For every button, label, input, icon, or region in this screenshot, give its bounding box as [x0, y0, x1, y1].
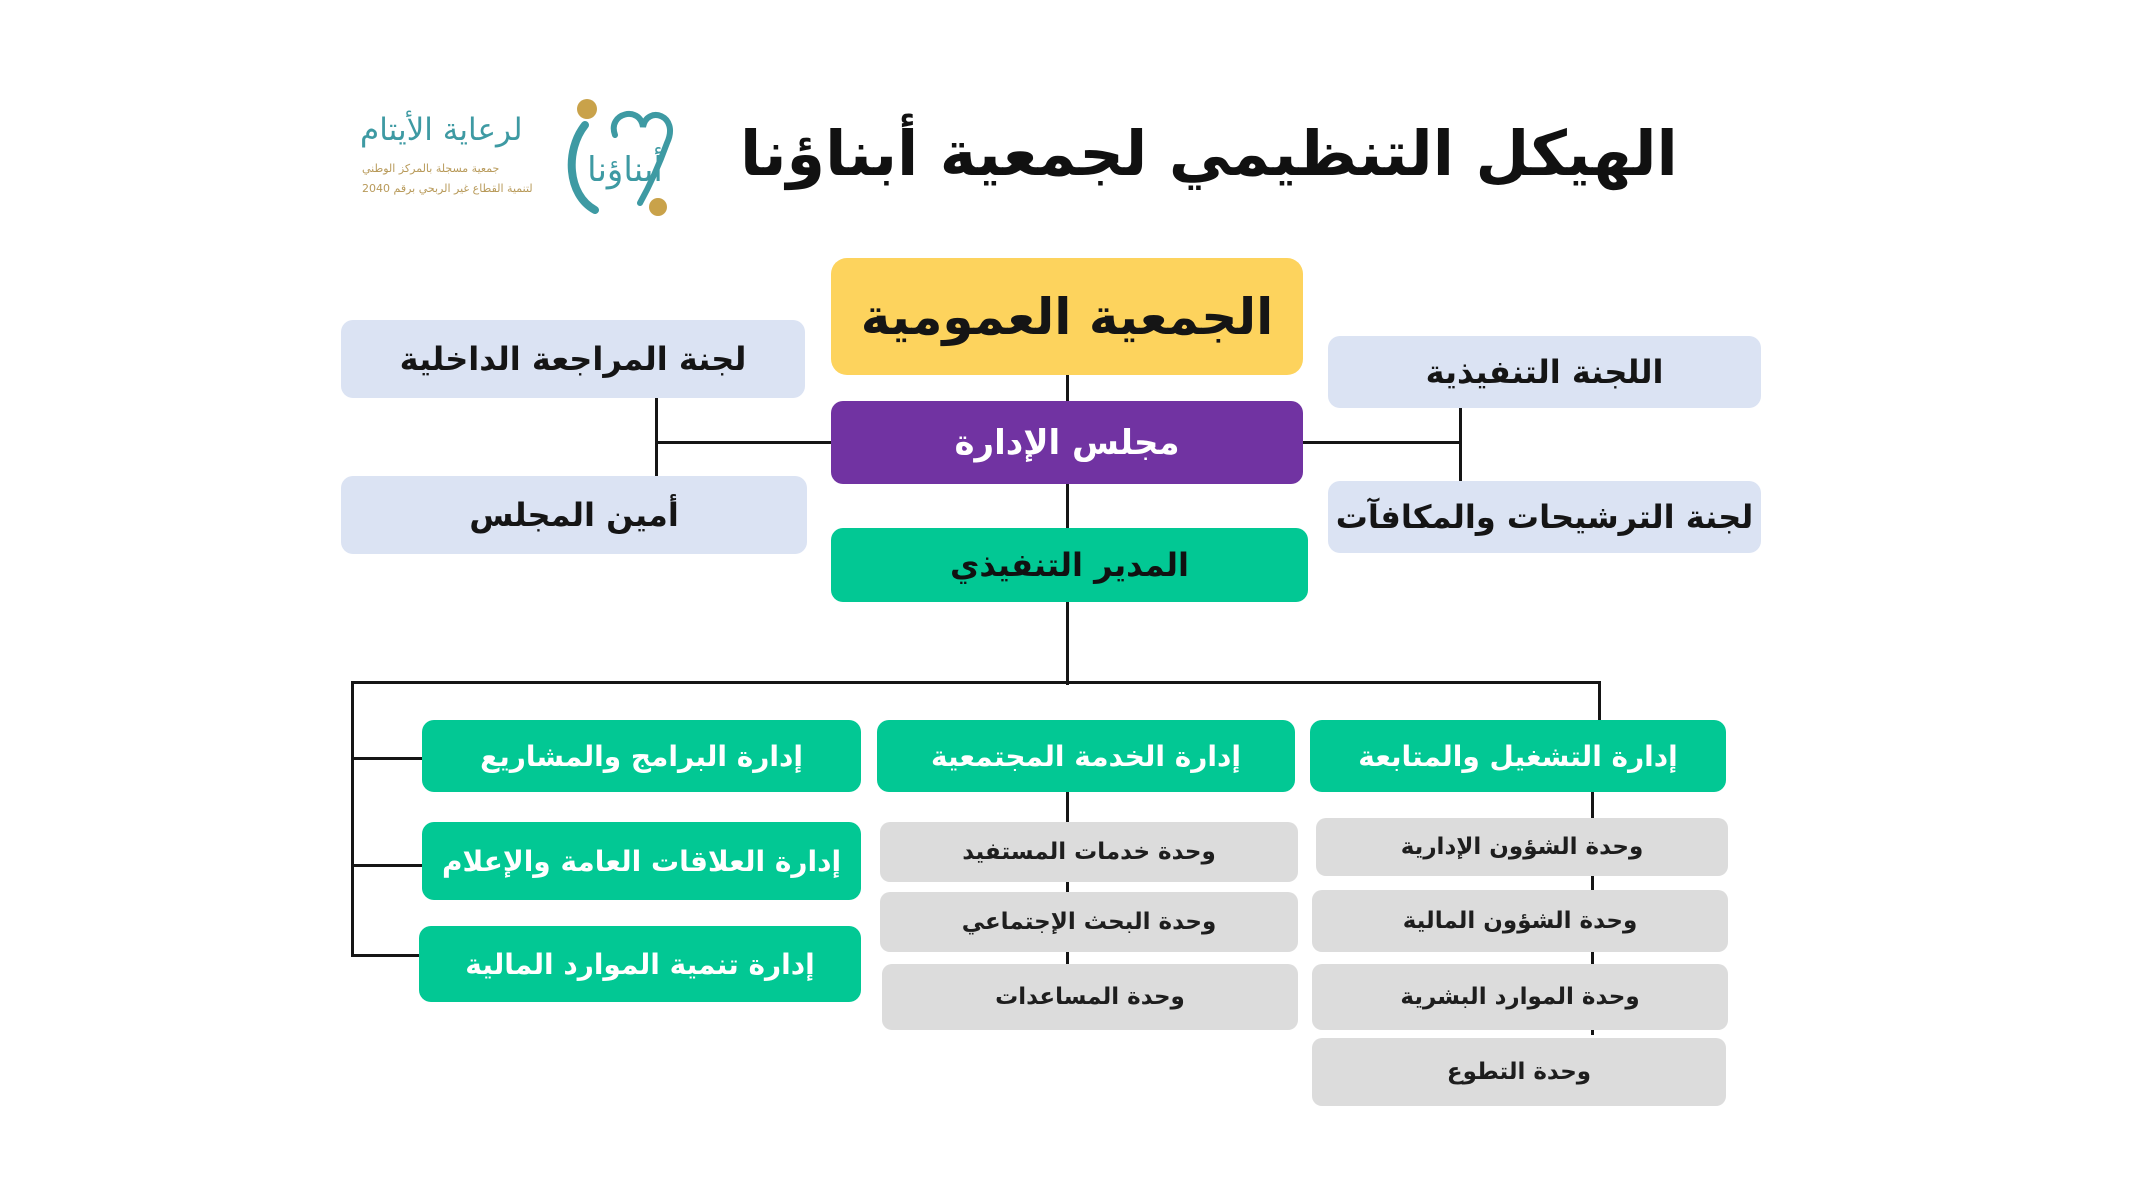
internal-audit-committee-box: لجنة المراجعة الداخلية [341, 320, 805, 398]
dept-programs-box: إدارة البرامج والمشاريع [422, 720, 861, 792]
dept-pr-media-box: إدارة العلاقات العامة والإعلام [422, 822, 861, 900]
dept-community-box: إدارة الخدمة المجتمعية [877, 720, 1295, 792]
unit-financial-affairs: وحدة الشؤون المالية [1312, 890, 1728, 952]
unit-assistance: وحدة المساعدات [882, 964, 1298, 1030]
unit-administrative-affairs: وحدة الشؤون الإدارية [1316, 818, 1728, 876]
unit-beneficiary-services: وحدة خدمات المستفيد [880, 822, 1298, 882]
unit-human-resources: وحدة الموارد البشرية [1312, 964, 1728, 1030]
executive-director-box: المدير التنفيذي [831, 528, 1308, 602]
general-assembly-box: الجمعية العمومية [831, 258, 1303, 375]
unit-volunteering: وحدة التطوع [1312, 1038, 1726, 1106]
executive-committee-box: اللجنة التنفيذية [1328, 336, 1761, 408]
dept-operations-box: إدارة التشغيل والمتابعة [1310, 720, 1726, 792]
logo-mark-text: أبناؤنا [587, 150, 663, 190]
dept-financial-resources-box: إدارة تنمية الموارد المالية [419, 926, 861, 1002]
logo-tagline-1: جمعية مسجلة بالمركز الوطني [362, 161, 500, 175]
nominations-committee-box: لجنة الترشيحات والمكافآت [1328, 481, 1761, 553]
board-box: مجلس الإدارة [831, 401, 1303, 484]
unit-social-research: وحدة البحث الإجتماعي [880, 892, 1298, 952]
logo-tagline-2: لتنمية القطاع غير الربحي برقم 2040 [362, 181, 533, 195]
logo-name: لرعاية الأيتام [360, 112, 523, 148]
page-title: الهيكل التنظيمي لجمعية أبناؤنا [740, 116, 1678, 190]
board-secretary-box: أمين المجلس [341, 476, 807, 554]
